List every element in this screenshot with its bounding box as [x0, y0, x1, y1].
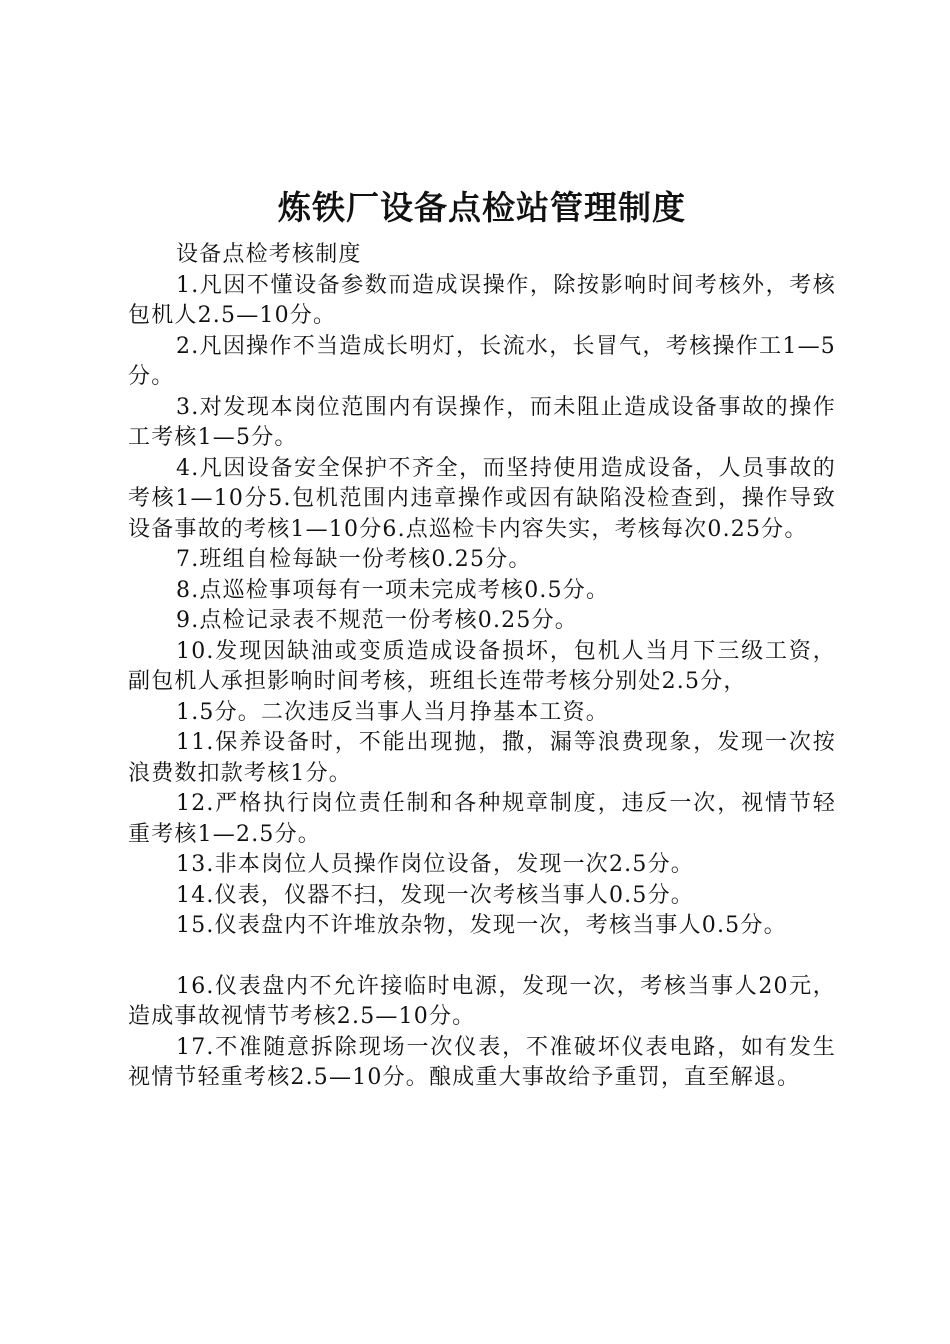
rule-item-12: 12.严格执行岗位责任制和各种规章制度，违反一次，视情节轻重考核1—2.5分。 — [128, 791, 836, 847]
rule-item-10: 10.发现因缺油或变质造成设备损坏，包机人当月下三级工资，副包机人承担影响时间考核，班组长连带考核分别处2.5分， — [128, 638, 836, 694]
rule-item-2: 2.凡因操作不当造成长明灯，长流水，长冒气，考核操作工1—5分。 — [128, 333, 836, 389]
rule-item-14: 14.仪表，仪器不扫，发现一次考核当事人0.5分。 — [176, 882, 694, 908]
rule-item-1: 1.凡因不懂设备参数而造成误操作，除按影响时间考核外，考核包机人2.5—10分。 — [128, 272, 836, 328]
document-title: 炼铁厂设备点检站管理制度 — [278, 188, 686, 227]
rule-item-7: 7.班组自检每缺一份考核0.25分。 — [176, 547, 532, 572]
rule-item-3: 3.对发现本岗位范围内有误操作，而未阻止造成设备事故的操作工考核1—5分。 — [128, 394, 836, 450]
rule-item-13: 13.非本岗位人员操作岗位设备，发现一次2.5分。 — [176, 852, 694, 877]
rule-item-15: 15.仪表盘内不许堆放杂物，发现一次，考核当事人0.5分。 — [176, 913, 787, 938]
rule-item-10-continued: 1.5分。二次违反当事人当月挣基本工资。 — [176, 699, 609, 725]
rule-items-4-6: 4.凡因设备安全保护不齐全，而坚持使用造成设备，人员事故的考核1—10分5.包机范围内违章操作或因有缺陷没检查到，操作导致设备事故的考核1—10分6.点巡检卡内容失实，考核每次0.25分。 — [128, 455, 836, 542]
document-page — [128, 182, 836, 1094]
rule-item-11: 11.保养设备时，不能出现抛，撒，漏等浪费现象，发现一次按浪费数扣款考核1分。 — [128, 730, 836, 786]
section-heading: 设备点检考核制度 — [176, 242, 362, 267]
rule-item-17: 17.不准随意拆除现场一次仪表，不准破坏仪表电路，如有发生视情节轻重考核2.5—10分。酿成重大事故给予重罚，直至解退。 — [128, 1034, 836, 1090]
rule-item-8: 8.点巡检事项每有一项未完成考核0.5分。 — [176, 577, 610, 603]
rule-item-9: 9.点检记录表不规范一份考核0.25分。 — [176, 608, 578, 633]
rule-item-16: 16.仪表盘内不允许接临时电源，发现一次，考核当事人20元，造成事故视情节考核2.5—10分。 — [128, 973, 836, 1029]
